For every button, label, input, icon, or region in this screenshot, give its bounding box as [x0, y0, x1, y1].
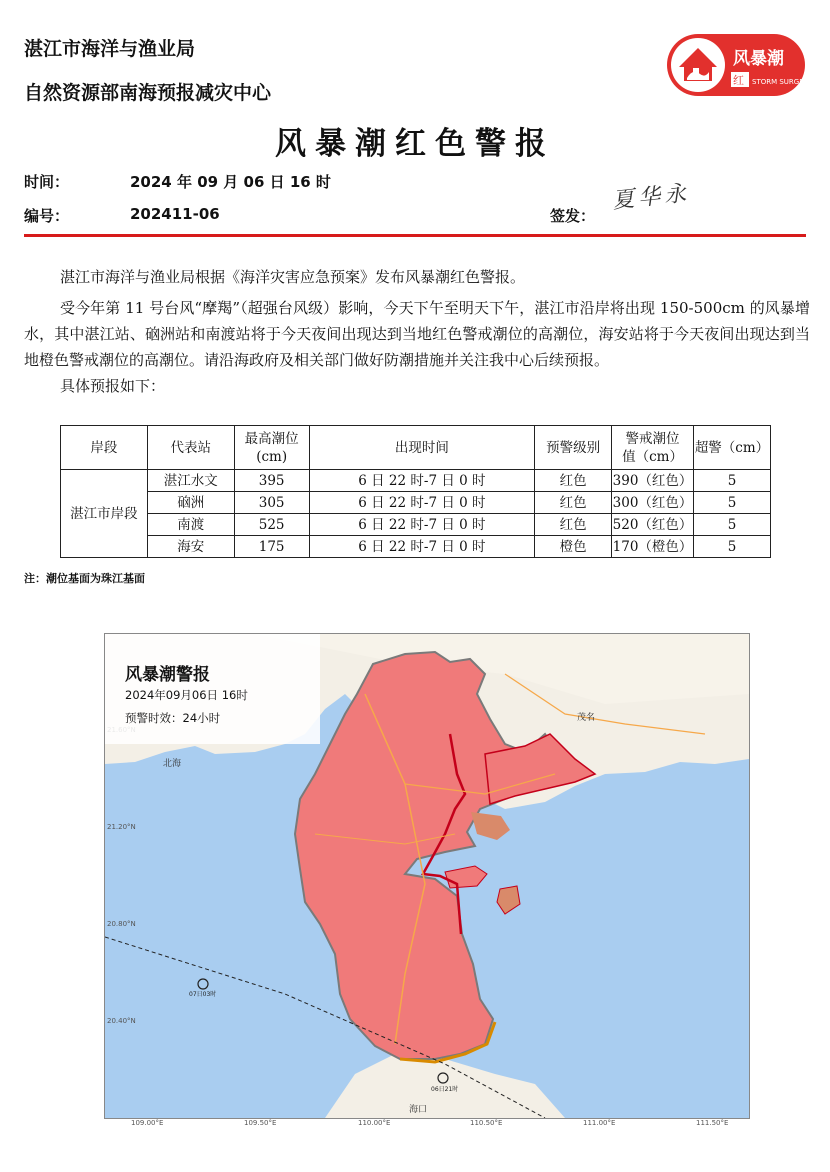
- map-info-validity: 预警时效：24小时: [125, 711, 221, 725]
- station-cell: 湛江水文: [147, 470, 234, 492]
- over-cell: 5: [694, 492, 771, 514]
- warning-map: [104, 633, 750, 1119]
- time-cell: 6 日 22 时-7 日 0 时: [309, 492, 535, 514]
- col-section: 岸段: [61, 426, 148, 470]
- paragraph-2: 受今年第 11 号台风“摩羯”（超强台风级）影响，今天下午至明天下午，湛江市沿岸将出现 150-500cm 的风暴增水，其中湛江站、硇洲站和南渡站将于今天夜间出现达到当地红色警戒潮位的高潮位，海安站将于今天夜间出现达到当地橙色警戒潮位的高潮位。请沿海政府及相关部门做好防潮措施并关注我中心后续预报。: [24, 299, 810, 369]
- datum-note: 注：潮位基面为珠江基面: [24, 572, 145, 585]
- logo-text: 风暴潮: [733, 49, 784, 69]
- paragraph-3: 具体预报如下：: [60, 377, 166, 395]
- divider-line: [24, 234, 806, 237]
- time-cell: 6 日 22 时-7 日 0 时: [309, 536, 535, 558]
- station-cell: 硇洲: [147, 492, 234, 514]
- max-cell: 395: [234, 470, 309, 492]
- over-cell: 5: [694, 536, 771, 558]
- org-name-2: 自然资源部南海预报减灾中心: [24, 82, 272, 104]
- body-text: [24, 264, 810, 399]
- max-cell: 525: [234, 514, 309, 536]
- paragraph-1: 湛江市海洋与渔业局根据《海洋灾害应急预案》发布风暴潮红色警报。: [60, 268, 526, 286]
- col-max-level: 最高潮位 (cm): [234, 426, 309, 470]
- sign-label: 签发：: [550, 207, 596, 225]
- station-cell: 南渡: [147, 514, 234, 536]
- logo-en: STORM SURGE: [752, 78, 804, 86]
- level-cell: 红色: [535, 470, 612, 492]
- time-value: 2024 年 09 月 06 日 16 时: [130, 173, 331, 191]
- id-label: 编号：: [24, 207, 70, 225]
- lon-tick: 110.00°E: [358, 1119, 391, 1127]
- max-cell: 305: [234, 492, 309, 514]
- col-warning-level: 预警级别: [535, 426, 612, 470]
- station-cell: 海安: [147, 536, 234, 558]
- over-cell: 5: [694, 514, 771, 536]
- lon-tick: 110.50°E: [470, 1119, 503, 1127]
- lat-tick: 21.20°N: [107, 823, 136, 831]
- section-cell: 湛江市岸段: [61, 470, 148, 558]
- lon-tick: 109.00°E: [131, 1119, 164, 1127]
- place-haikou: 海口: [409, 1105, 428, 1115]
- level-cell: 橙色: [535, 536, 612, 558]
- time-label: 时间：: [24, 173, 70, 191]
- map-info-time: 2024年09月06日 16时: [125, 688, 248, 702]
- org-name-1: 湛江市海洋与渔业局: [24, 38, 196, 60]
- map-info-title: 风暴潮警报: [125, 665, 210, 685]
- track-label-1: 07日03时: [189, 991, 217, 998]
- table-row: [61, 536, 771, 558]
- storm-surge-logo: [667, 34, 805, 96]
- over-cell: 5: [694, 470, 771, 492]
- lat-tick: 20.80°N: [107, 920, 136, 928]
- warn-cell: 520（红色）: [612, 514, 694, 536]
- lon-axis: [104, 1119, 748, 1133]
- table-row: [61, 514, 771, 536]
- time-cell: 6 日 22 时-7 日 0 时: [309, 470, 535, 492]
- table-header-row: [61, 426, 771, 470]
- col-station: 代表站: [147, 426, 234, 470]
- time-cell: 6 日 22 时-7 日 0 时: [309, 514, 535, 536]
- lon-tick: 111.50°E: [696, 1119, 729, 1127]
- signature: 夏华永: [611, 180, 692, 214]
- warn-cell: 300（红色）: [612, 492, 694, 514]
- place-maoming: 茂名: [577, 713, 596, 723]
- map-info-box: [105, 634, 320, 744]
- logo-level: 红: [733, 74, 744, 87]
- place-beihai: 北海: [163, 759, 182, 769]
- page-title: 风暴潮红色警报: [275, 126, 555, 162]
- col-over: 超警（cm）: [694, 426, 771, 470]
- lon-tick: 111.00°E: [583, 1119, 616, 1127]
- level-cell: 红色: [535, 514, 612, 536]
- forecast-table: [60, 425, 771, 558]
- level-cell: 红色: [535, 492, 612, 514]
- table-row: [61, 470, 771, 492]
- id-value: 202411-06: [130, 205, 220, 223]
- col-warning-tide: 警戒潮位 值（cm）: [612, 426, 694, 470]
- table-row: [61, 492, 771, 514]
- warn-cell: 170（橙色）: [612, 536, 694, 558]
- max-cell: 175: [234, 536, 309, 558]
- warn-cell: 390（红色）: [612, 470, 694, 492]
- lat-tick: 20.40°N: [107, 1017, 136, 1025]
- lon-tick: 109.50°E: [244, 1119, 277, 1127]
- track-label-2: 06日21时: [431, 1086, 459, 1093]
- col-time: 出现时间: [309, 426, 535, 470]
